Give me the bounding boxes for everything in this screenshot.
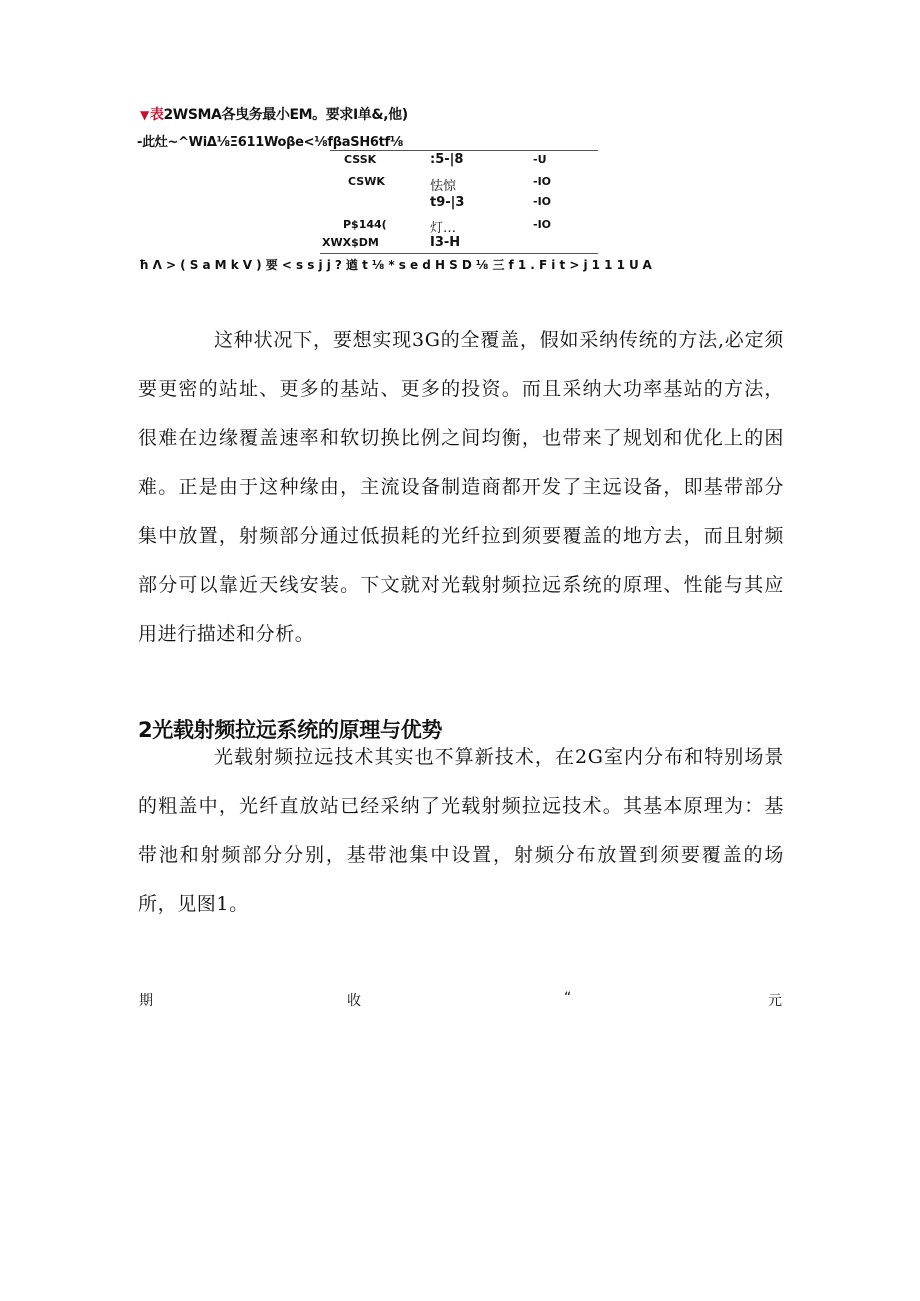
table-header-line: -此灶~^WiΔ⅛Ξ611Woβe<⅛fβaSH6tf⅛ [137, 135, 404, 150]
table-top-rule [330, 150, 598, 151]
table-cell: CSWK [348, 175, 385, 188]
table-cell: :5-|8 [430, 152, 464, 167]
figure-label: “ [564, 990, 572, 1006]
section-heading: 2光载射频拉远系统的原理与优势 [138, 718, 443, 742]
table-cell: P$144( [343, 218, 387, 231]
table-cell: -U [533, 153, 547, 166]
figure-label: 期 [139, 993, 153, 1009]
body-paragraph-1: 这种状况下，要想实现3G的全覆盖，假如采纳传统的方法,必定须要更密的站址、更多的基站、更多的投资。而且采纳大功率基站的方法，很难在边缘覆盖速率和软切换比例之间均衡，也带来了规划和优化上的困难。正是由于这种缘由，主流设备制造商都开发了主远设备，即基带部分集中放置，射频部分通过低损耗的光纤拉到须要覆盖的地方去，而且射频部分可以靠近天线安装。下文就对光载射频拉远系统的原理、性能与其应用进行描述和分析。 [138, 329, 784, 645]
table-cell: -IO [533, 195, 552, 208]
table-cell: CSSK [344, 153, 377, 166]
table-footer-line: ħΛ>(SaMkV)要<ssjj?遒t⅛*sedHSD⅛三f1.Fit>j111UA [139, 258, 656, 272]
body-paragraph-2: 光载射频拉远技术其实也不算新技术，在2G室内分布和特别场景的粗盖中，光纤直放站已经采纳了光载射频拉远技术。其基本原理为：基带池和射频部分分别，基带池集中设置，射频分布放置到须要覆盖的场所，见图1。 [138, 746, 784, 915]
table-cell: -IO [533, 175, 552, 188]
table-cell: XWX$DM [322, 236, 379, 249]
table-cell: 灯… [430, 221, 457, 236]
table-cell: I3-H [430, 235, 461, 250]
table-cell: t9-|3 [430, 195, 465, 210]
table-caption [140, 104, 408, 124]
figure-label: 收 [347, 993, 361, 1009]
table-caption-label: 表 [149, 107, 164, 123]
table-caption-text: 2WSMA各曳务最小EM。要求I单&,他) [163, 107, 408, 123]
triangle-marker-icon: ▼ [140, 108, 149, 122]
table-cell: -IO [533, 218, 552, 231]
table-cell: 怯惊 [430, 179, 457, 194]
figure-label: 元 [768, 993, 782, 1009]
table-bottom-rule [320, 253, 598, 254]
